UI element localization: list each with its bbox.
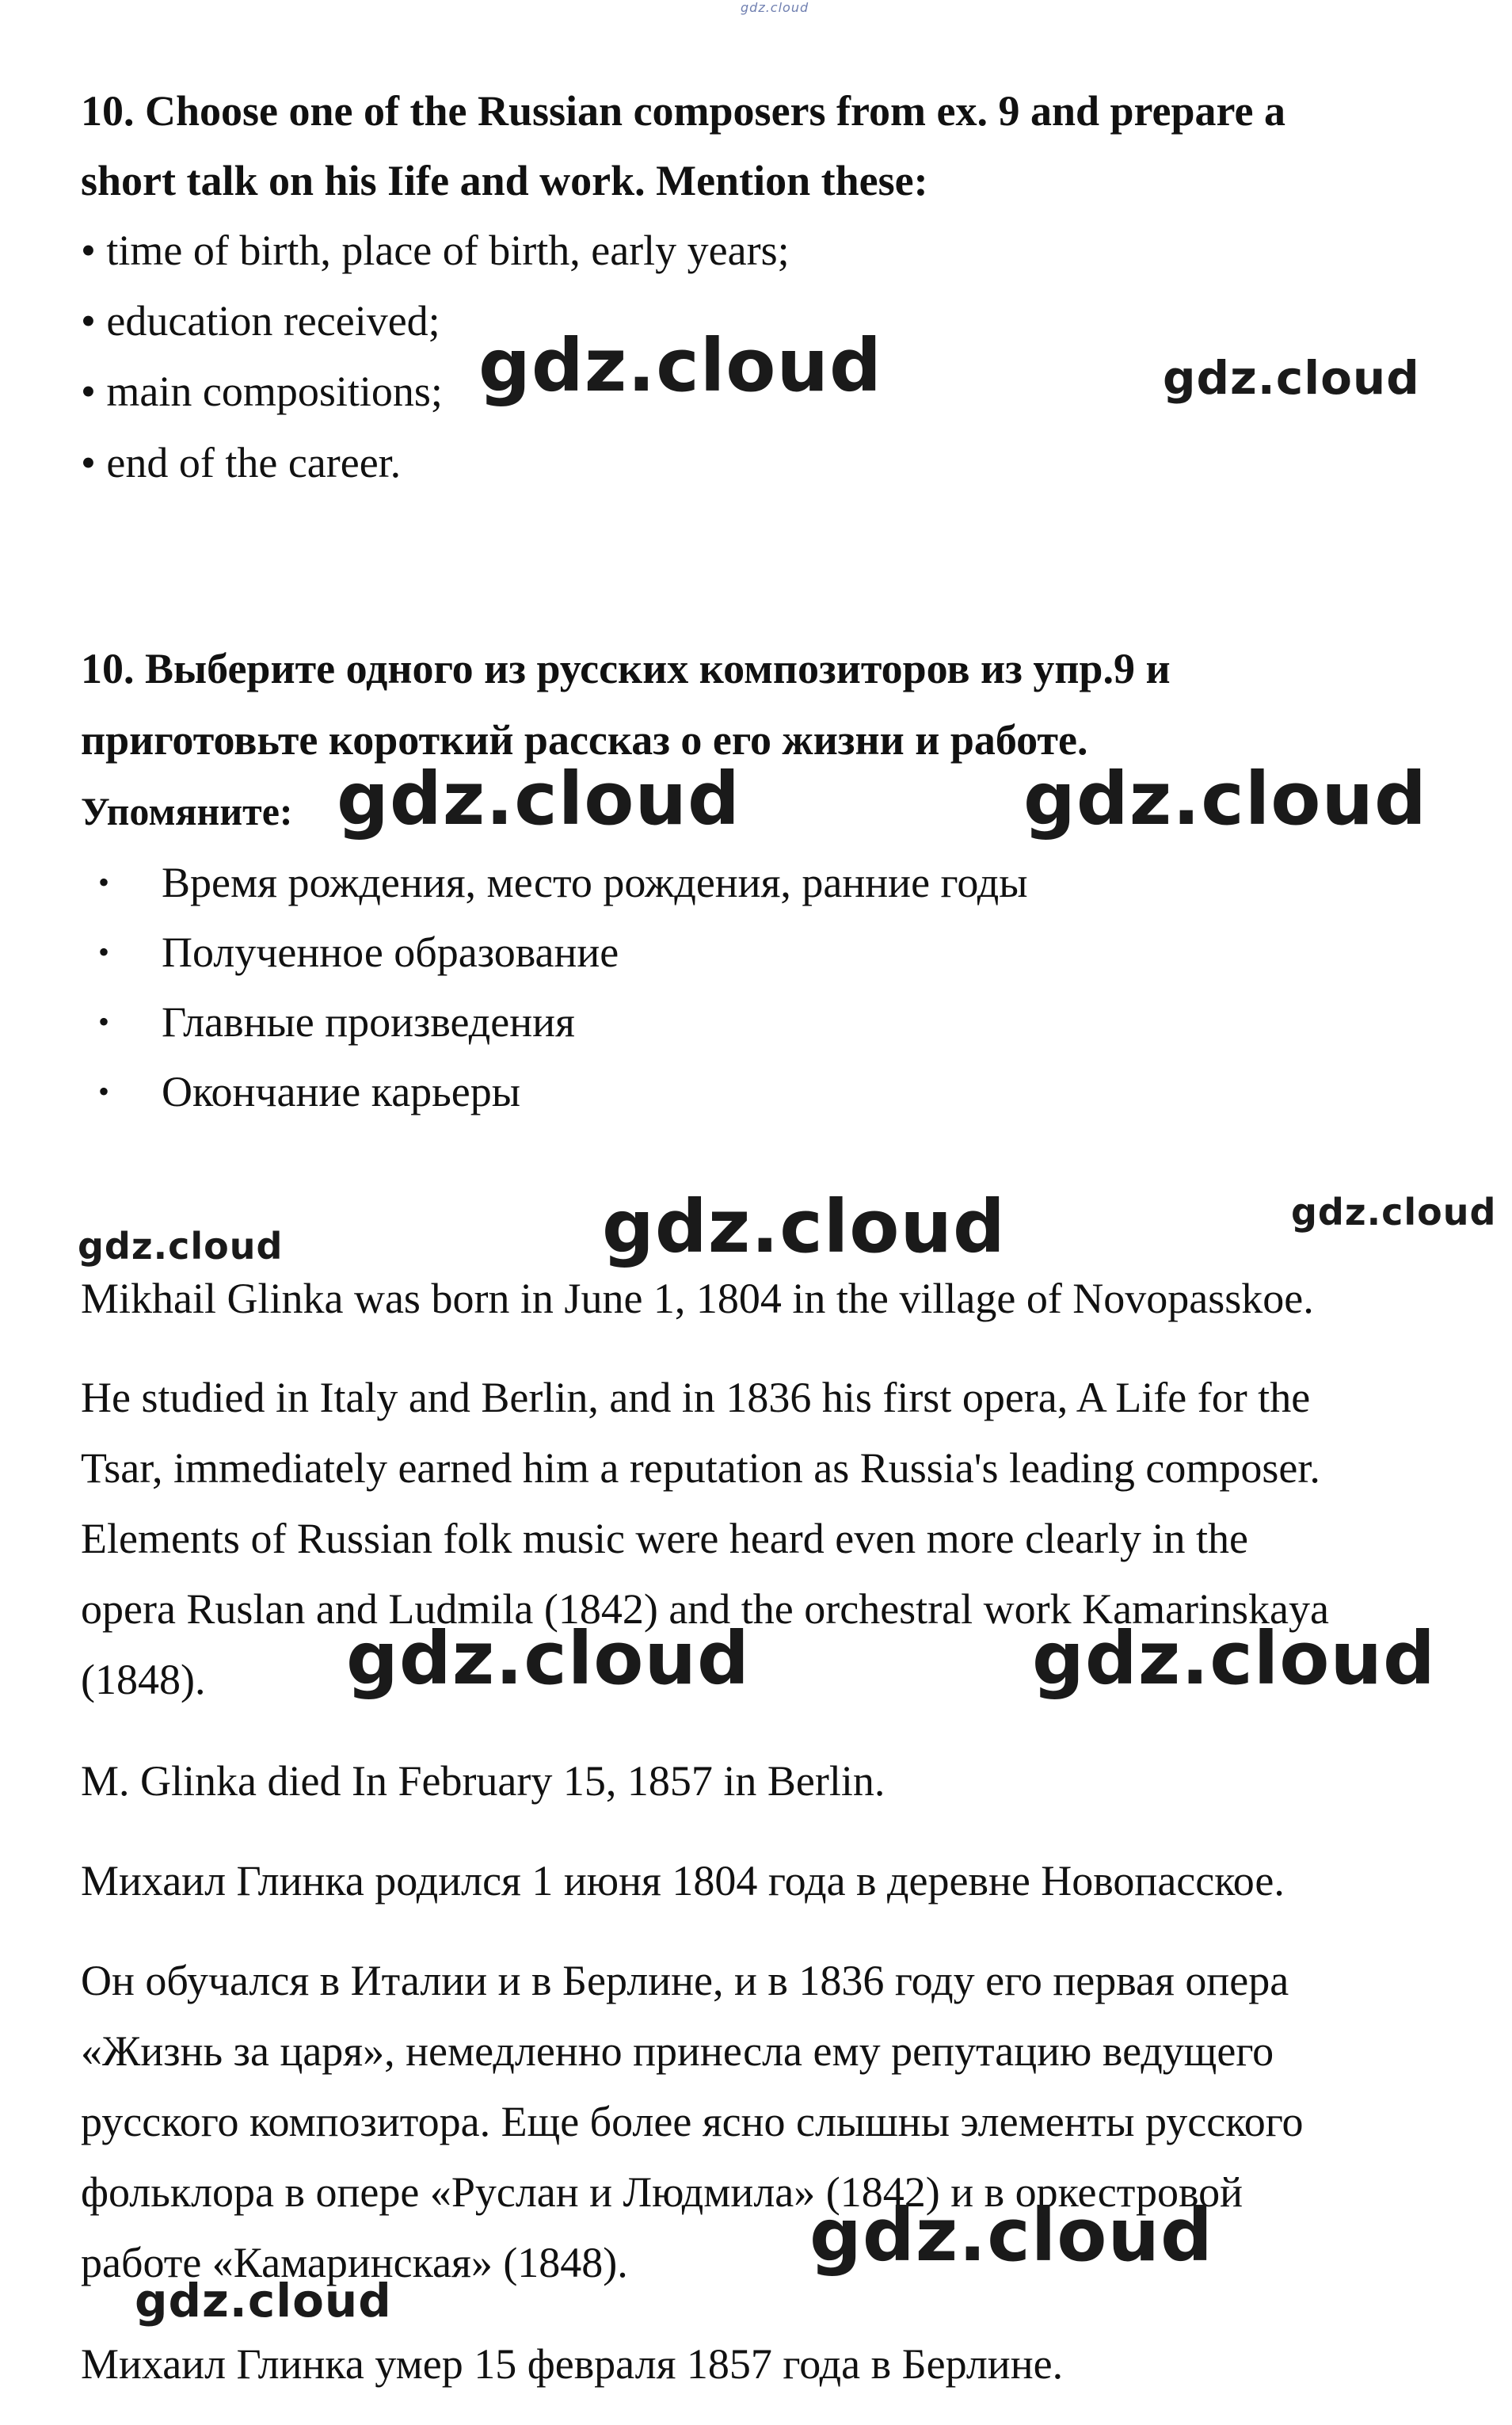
russian-answer-paragraph-2-line: «Жизнь за царя», немедленно принесла ему репутацию ведущего: [81, 2027, 1274, 2075]
watermark: gdz.cloud: [1291, 1191, 1497, 1233]
english-answer-paragraph-2-line: (1848).: [81, 1656, 206, 1703]
russian-answer-paragraph-3: Михаил Глинка умер 15 февраля 1857 года в Берлине.: [81, 2340, 1064, 2388]
english-answer-paragraph-3: M. Glinka died In February 15, 1857 in Berlin.: [81, 1757, 885, 1805]
watermark: gdz.cloud: [602, 1184, 1006, 1269]
russian-answer-paragraph-2-line: русского композитора. Еще более ясно слышны элементы русского: [81, 2098, 1304, 2145]
bullet-dot: •: [98, 934, 110, 970]
watermark: gdz.cloud: [337, 757, 741, 841]
watermark: gdz.cloud: [478, 323, 882, 408]
watermark: gdz.cloud: [1032, 1616, 1436, 1701]
english-answer-paragraph-1: Mikhail Glinka was born in June 1, 1804 in the village of Novopasskoe.: [81, 1275, 1314, 1322]
english-answer-paragraph-2-line: opera Ruslan and Ludmila (1842) and the orchestral work Kamarinskaya: [81, 1585, 1329, 1633]
english-answer-paragraph-2-line: He studied in Italy and Berlin, and in 1836 his first opera, A Life for the: [81, 1374, 1311, 1421]
bullet-dot: •: [98, 1004, 110, 1039]
bullet-text: Окончание карьеры: [162, 1068, 521, 1115]
english-task-heading-line-1: 10. Choose one of the Russian composers from ex. 9 and prepare a: [81, 87, 1285, 135]
english-task-heading-line-2: short talk on his Iife and work. Mention these:: [81, 157, 928, 204]
watermark: gdz.cloud: [346, 1616, 750, 1701]
bullet-text: Главные произведения: [162, 998, 575, 1046]
russian-task-heading-line-3: Упомяните:: [81, 789, 293, 833]
english-task-bullet: • time of birth, place of birth, early years;: [81, 227, 790, 274]
russian-answer-paragraph-2-line: фольклора в опере «Руслан и Людмила» (1842) и в оркестровой: [81, 2168, 1243, 2216]
english-answer-paragraph-2-line: Elements of Russian folk music were heard even more clearly in the: [81, 1515, 1249, 1562]
russian-answer-paragraph-1: Михаил Глинка родился 1 июня 1804 года в деревне Новопасское.: [81, 1857, 1285, 1905]
russian-task-heading-line-1: 10. Выберите одного из русских композиторов из упр.9 и: [81, 645, 1171, 692]
english-task-bullet: • education received;: [81, 297, 440, 345]
english-answer-paragraph-2-line: Tsar, immediately earned him a reputation as Russia's leading composer.: [81, 1444, 1320, 1492]
bullet-dot: •: [98, 864, 110, 900]
watermark: gdz.cloud: [809, 2193, 1213, 2278]
watermark: gdz.cloud: [1163, 351, 1420, 405]
russian-task-heading-line-2: приготовьте короткий рассказ о его жизни и работе.: [81, 716, 1088, 764]
watermark: gdz.cloud: [1023, 757, 1427, 841]
watermark: gdz.cloud: [135, 2274, 392, 2328]
bullet-text: Полученное образование: [162, 928, 619, 976]
russian-answer-paragraph-2-line: работе «Камаринская» (1848).: [81, 2239, 628, 2286]
bullet-text: Время рождения, место рождения, ранние годы: [162, 859, 1028, 906]
english-task-bullet: • end of the career.: [81, 439, 402, 486]
russian-answer-paragraph-2-line: Он обучался в Италии и в Берлине, и в 1836 году его первая опера: [81, 1957, 1289, 2004]
watermark: gdz.cloud: [78, 1225, 284, 1268]
top-watermark: gdz.cloud: [741, 0, 809, 15]
english-task-bullet: • main compositions;: [81, 368, 443, 415]
bullet-dot: •: [98, 1073, 110, 1109]
